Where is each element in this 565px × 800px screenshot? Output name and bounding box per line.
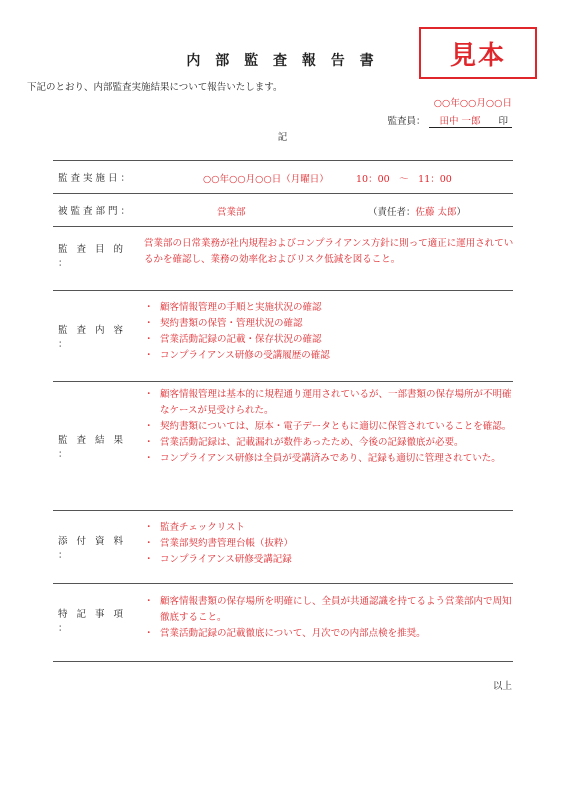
dept-value: 営業部 (217, 207, 246, 218)
list-item: ・ コンプライアンス研修の受講履歴の確認 (144, 348, 514, 364)
responsible-prefix: （責任者： (368, 207, 416, 218)
field-label-content: 監 査 内 容 ： (58, 325, 127, 350)
purpose-text: 営業部の日常業務が社内規程およびコンプライアンス方針に則って適正に運用されているかを確認し、業務の効率化およびリスク低減を図ること。 (144, 238, 514, 265)
inspector-name: 田中 一郎 (429, 113, 486, 128)
list-item: ・ 顧客情報管理は基本的に規程通り運用されているが、一部書類の保存場所が不明確なケースが見受けられた。 (144, 387, 514, 419)
list-item: ・ 顧客情報管理の手順と実施状況の確認 (144, 300, 514, 316)
field-label-notes: 特 記 事 項 ： (58, 609, 127, 634)
intro-text: 下記のとおり、内部監査実施結果について報告いたします。 (27, 82, 283, 93)
divider (53, 510, 513, 511)
audit-time-value: 10：00 ～ 11：00 (356, 174, 452, 185)
list-item: ・ 営業活動記録の記載・保存状況の確認 (144, 332, 514, 348)
inspector-label: 監査員： (387, 116, 426, 127)
responsible-line (368, 204, 466, 218)
field-label-attach: 添 付 資 料 ： (58, 536, 127, 561)
divider (53, 381, 513, 382)
divider (53, 290, 513, 291)
list-item: ・ 顧客情報書類の保存場所を明確にし、全員が共通認識を持てるよう営業部内で周知徹底すること。 (144, 594, 514, 626)
report-date: ○○年○○月○○日 (433, 98, 512, 109)
attach-list (144, 520, 514, 568)
content-list (144, 300, 514, 364)
field-label-purpose: 監 査 目 的 ： (58, 244, 127, 269)
divider (53, 226, 513, 227)
field-label-date: 監査実施日： (58, 173, 134, 184)
divider (53, 193, 513, 194)
list-item: ・ 営業活動記録は、記載漏れが数件あったため、今後の記録徹底が必要。 (144, 435, 514, 451)
audit-date-value: ○○年○○月○○日（月曜日） (203, 174, 329, 185)
ki-heading: 記 (277, 132, 288, 143)
inspector-line (387, 113, 512, 128)
document-title: 内 部 監 査 報 告 書 (186, 53, 379, 69)
list-item: ・ コンプライアンス研修受講記録 (144, 552, 514, 568)
responsible-name: 佐藤 太郎 (415, 207, 457, 218)
list-item: ・ 契約書類の保管・管理状況の確認 (144, 316, 514, 332)
closing-text: 以上 (492, 681, 512, 692)
field-label-result: 監 査 結 果 ： (58, 435, 127, 460)
list-item: ・ 営業活動記録の記載徹底について、月次での内部点検を推奨。 (144, 626, 514, 642)
notes-list (144, 594, 514, 642)
list-item: ・ 契約書類については、原本・電子データともに適切に保管されていることを確認。 (144, 419, 514, 435)
divider (53, 661, 513, 662)
divider (53, 583, 513, 584)
divider (53, 160, 513, 161)
list-item: ・ 営業部契約書管理台帳（抜粋） (144, 536, 514, 552)
result-list (144, 387, 514, 467)
list-item: ・ コンプライアンス研修は全員が受講済みであり、記録も適切に管理されていた。 (144, 451, 514, 467)
list-item: ・ 監査チェックリスト (144, 520, 514, 536)
field-label-dept: 被監査部門： (58, 206, 134, 217)
responsible-suffix: ） (456, 207, 467, 218)
sample-stamp: 見本 (419, 27, 537, 79)
seal-mark: 印 (486, 113, 512, 128)
